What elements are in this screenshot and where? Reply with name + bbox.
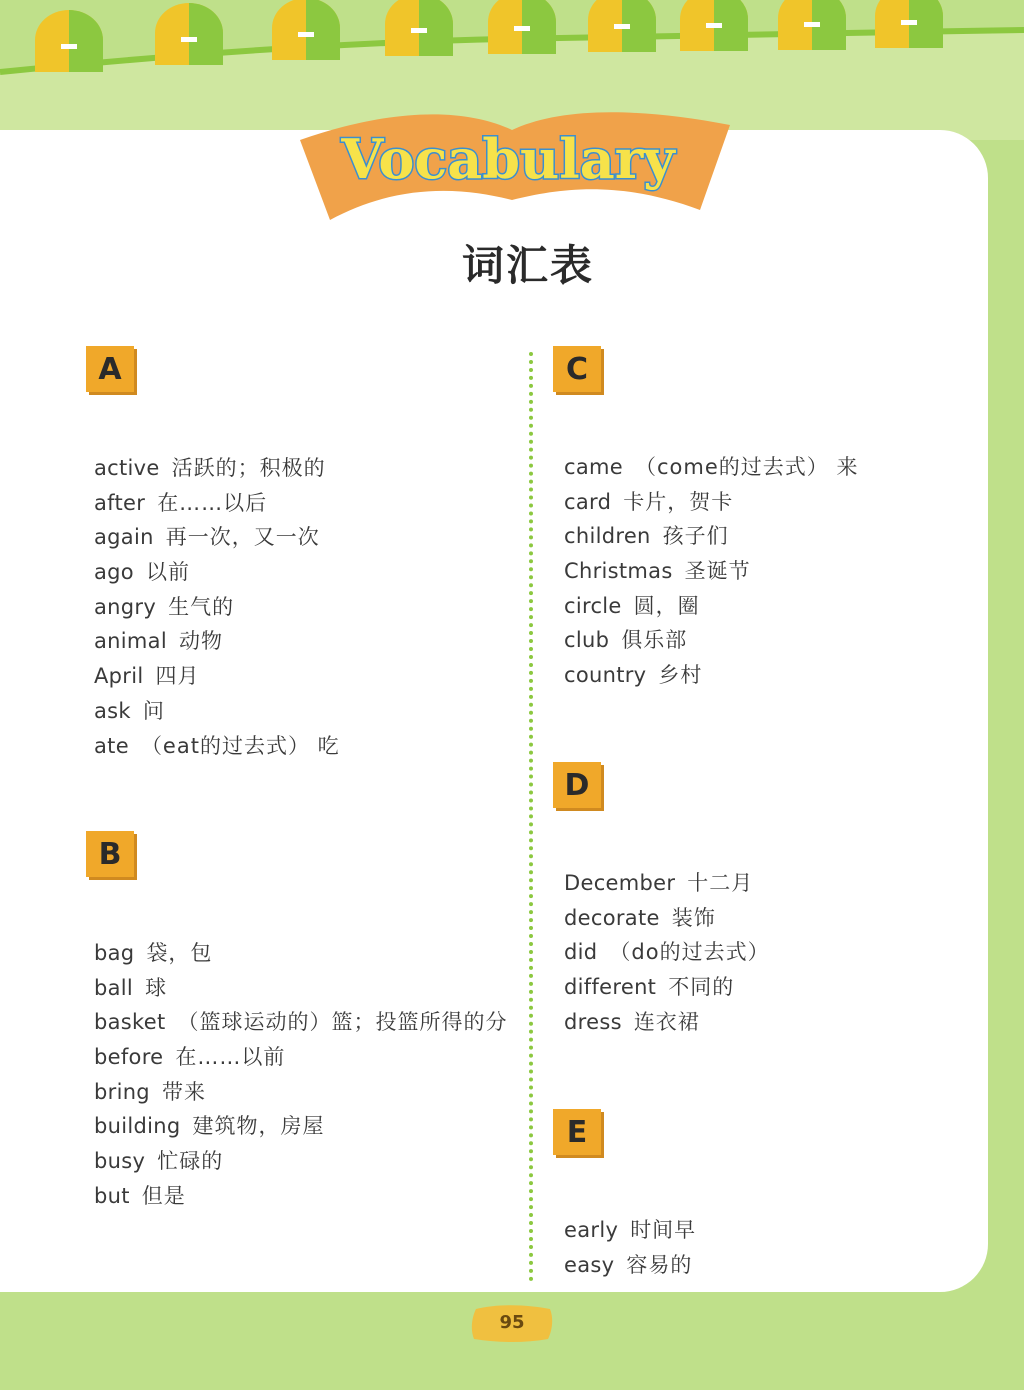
english-word: card [564,489,612,514]
english-word: different [564,975,657,1000]
english-word: did [564,940,598,965]
chinese-meaning: （eat的过去式） 吃 [140,733,340,758]
english-word: dress [564,1009,622,1034]
vocab-entry [94,451,340,486]
chinese-meaning: 不同的 [668,975,735,1000]
english-word: came [564,455,623,479]
vocab-entry [564,901,770,936]
english-word: before [94,1045,164,1070]
english-word: circle [564,593,622,618]
vocab-entry [94,1005,508,1040]
english-word: ball [94,975,134,1000]
chinese-meaning: （come的过去式） 来 [635,455,859,479]
page-number: 95 [499,1312,525,1333]
column-divider [529,352,533,1282]
english-word: angry [94,594,157,619]
vocab-entry [564,1213,696,1248]
vocab-entry [564,866,770,901]
english-word: country [564,663,647,688]
chinese-meaning: 忙碌的 [157,1149,224,1174]
chinese-meaning: 孩子们 [662,524,729,549]
vocab-entry [564,589,858,624]
english-word: April [94,664,144,689]
vocab-entry [94,694,340,729]
chinese-meaning: （do的过去式） [609,940,770,965]
chinese-meaning: 再一次，又一次 [165,525,320,550]
title-banner [280,100,745,230]
vocab-entry [564,1005,770,1040]
section-letter-b: B [86,831,134,877]
english-word: easy [564,1252,615,1277]
vocab-entry [94,555,340,590]
word-list-e [564,1213,696,1282]
english-word: ago [94,560,134,585]
chinese-meaning: 俱乐部 [621,628,688,653]
vocab-entry [564,519,858,554]
vocab-entry [564,554,858,589]
vocab-entry [94,1075,508,1110]
english-word: ate [94,733,129,758]
chinese-meaning: 乡村 [658,663,703,688]
english-word: animal [94,629,167,654]
section-letter-a: A [86,346,134,392]
chinese-meaning: 以前 [145,560,190,585]
english-word: busy [94,1149,146,1174]
english-word: after [94,490,146,515]
chinese-meaning: 建筑物，房屋 [192,1114,325,1139]
english-word: basket [94,1010,166,1035]
chinese-meaning: 问 [142,698,165,723]
vocab-entry [564,970,770,1005]
vocab-entry [564,658,858,693]
english-word: building [94,1114,181,1139]
vocab-entry [94,590,340,625]
vocab-entry [564,1248,696,1283]
english-word: bring [94,1079,150,1104]
vocab-entry [94,1109,508,1144]
chinese-meaning: 装饰 [671,905,716,930]
vocab-entry [94,1179,508,1214]
chinese-meaning: 活跃的；积极的 [171,456,326,480]
chinese-meaning: 在……以后 [157,490,268,515]
english-word: but [94,1183,130,1208]
section-letter-d: D [553,762,601,808]
vocab-entry [94,486,340,521]
english-word: children [564,524,651,549]
section-letter-c: C [553,346,601,392]
chinese-meaning: 球 [145,975,168,1000]
english-word: club [564,628,610,653]
chinese-meaning: 袋，包 [146,941,213,965]
chinese-meaning: 带来 [161,1079,206,1104]
english-word: Christmas [564,559,673,584]
english-word: December [564,871,676,895]
word-list-a [94,451,340,763]
english-word: bag [94,941,135,965]
vocab-entry [564,450,858,485]
vocab-entry [94,1040,508,1075]
vocab-entry [94,971,508,1006]
chinese-meaning: （篮球运动的）篮；投篮所得的分 [177,1010,508,1035]
section-letter-e: E [553,1109,601,1155]
vocab-entry [94,520,340,555]
chinese-meaning: 但是 [141,1183,186,1208]
word-list-c [564,450,858,693]
vocab-entry [94,936,508,971]
word-list-b [94,936,508,1214]
vocab-entry [94,624,340,659]
word-list-d [564,866,770,1039]
vocab-entry [564,485,858,520]
page-subtitle: 词汇表 [461,241,594,290]
vocab-entry [94,1144,508,1179]
chinese-meaning: 圆，圈 [633,593,700,618]
chinese-meaning: 时间早 [630,1218,697,1242]
chinese-meaning: 卡片，贺卡 [623,489,734,514]
vocab-entry [94,659,340,694]
chinese-meaning: 十二月 [687,871,754,895]
english-word: early [564,1218,619,1242]
chinese-meaning: 圣诞节 [684,559,751,584]
chinese-meaning: 动物 [178,629,223,654]
vocabulary-title: Vocabulary [341,127,675,191]
chinese-meaning: 生气的 [168,594,235,619]
english-word: ask [94,698,131,723]
english-word: again [94,525,154,550]
vocab-entry [564,935,770,970]
vocab-entry [564,623,858,658]
english-word: decorate [564,905,660,930]
chinese-meaning: 连衣裙 [633,1009,700,1034]
english-word: active [94,456,160,480]
chinese-meaning: 四月 [155,664,200,689]
chinese-meaning: 容易的 [626,1252,693,1277]
vocab-entry [94,729,340,764]
chinese-meaning: 在……以前 [175,1045,286,1070]
